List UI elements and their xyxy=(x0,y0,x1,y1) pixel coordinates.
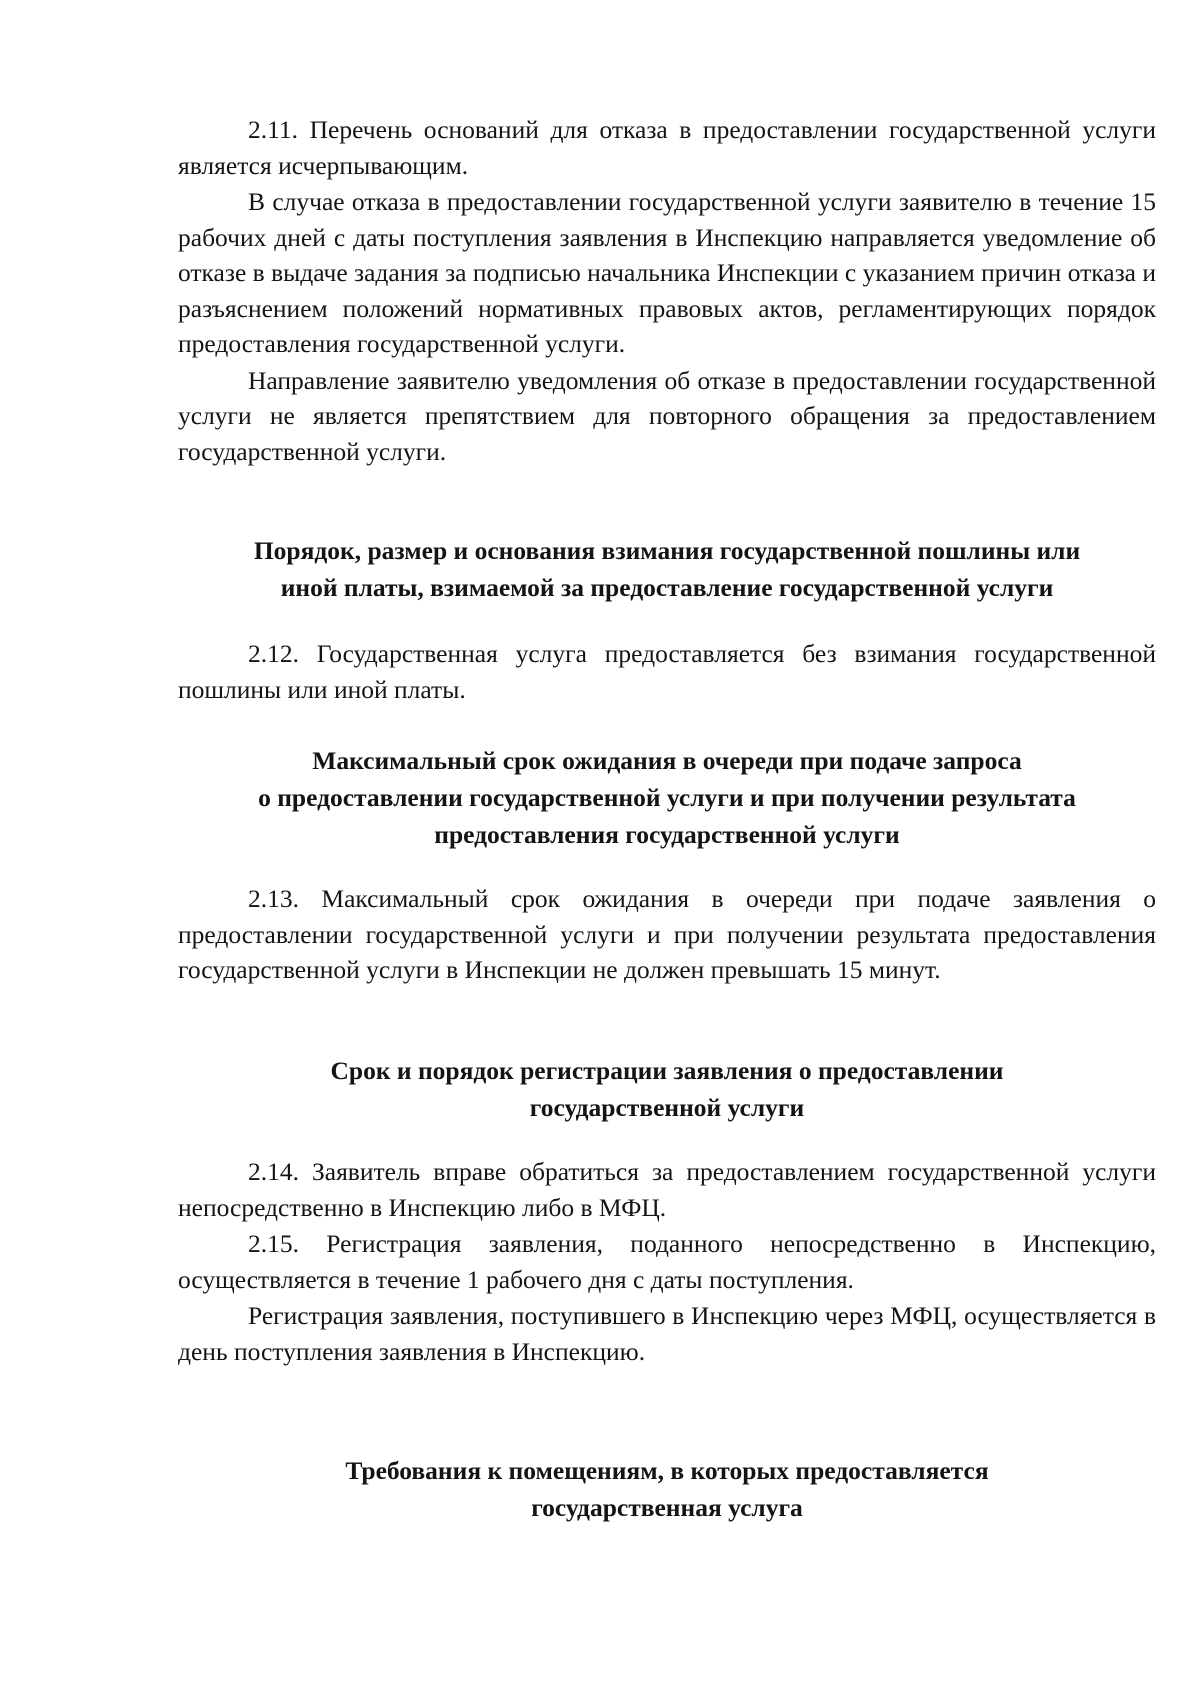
paragraph-2-15: 2.15. Регистрация заявления, поданного непосредственно в Инспекцию, осуществляется в течение 1 рабочего дня с даты поступления. xyxy=(178,1229,1156,1294)
paragraph-2-12: 2.12. Государственная услуга предоставляется без взимания государственной пошлины или иной платы. xyxy=(178,639,1156,704)
heading-waiting-line-1: Максимальный срок ожидания в очереди при подаче запроса xyxy=(312,746,1022,775)
section-refusal-grounds xyxy=(178,112,1156,469)
section-fees xyxy=(178,532,1156,707)
section-waiting-time xyxy=(178,742,1156,988)
paragraph-2-14: 2.14. Заявитель вправе обратиться за предоставлением государственной услуги непосредственно в Инспекцию либо в МФЦ. xyxy=(178,1157,1156,1222)
paragraph-2-13: 2.13. Максимальный срок ожидания в очереди при подаче заявления о предоставлении государственной услуги и при получении результата предоставления государственной услуги в Инспекции не должен превышать 15 минут. xyxy=(178,884,1156,984)
section-registration xyxy=(178,1052,1156,1369)
heading-fees-line-1: Порядок, размер и основания взимания государственной пошлины или xyxy=(253,536,1081,565)
paragraph-refusal-notice: В случае отказа в предоставлении государственной услуги заявителю в течение 15 рабочих дней с даты поступления заявления в Инспекцию направляется уведомление об отказе в выдаче задания за подписью начальника Инспекции с указанием причин отказа и разъяснением положений нормативных правовых актов, регламентирующих порядок предоставления государственной услуги. xyxy=(178,187,1156,358)
heading-waiting-time xyxy=(178,742,1156,853)
heading-registration-line-1: Срок и порядок регистрации заявления о предоставлении xyxy=(330,1056,1004,1085)
heading-waiting-line-3: предоставления государственной услуги xyxy=(434,820,900,849)
paragraph-mfc-registration: Регистрация заявления, поступившего в Инспекцию через МФЦ, осуществляется в день поступления заявления в Инспекцию. xyxy=(178,1301,1156,1366)
paragraph-repeat-request: Направление заявителю уведомления об отказе в предоставлении государственной услуги не является препятствием для повторного обращения за предоставлением государственной услуги. xyxy=(178,365,1156,466)
heading-registration xyxy=(178,1052,1156,1126)
heading-registration-line-2: государственной услуги xyxy=(529,1093,805,1122)
heading-premises-line-1: Требования к помещениям, в которых предоставляется xyxy=(345,1456,989,1485)
section-premises xyxy=(178,1452,1156,1526)
heading-premises xyxy=(178,1452,1156,1526)
heading-fees xyxy=(178,532,1156,606)
heading-waiting-line-2: о предоставлении государственной услуги и при получении результата xyxy=(258,783,1076,812)
paragraph-2-11: 2.11. Перечень оснований для отказа в предоставлении государственной услуги является исчерпывающим. xyxy=(178,115,1156,180)
heading-fees-line-2: иной платы, взимаемой за предоставление государственной услуги xyxy=(280,573,1054,602)
heading-premises-line-2: государственная услуга xyxy=(531,1493,803,1522)
